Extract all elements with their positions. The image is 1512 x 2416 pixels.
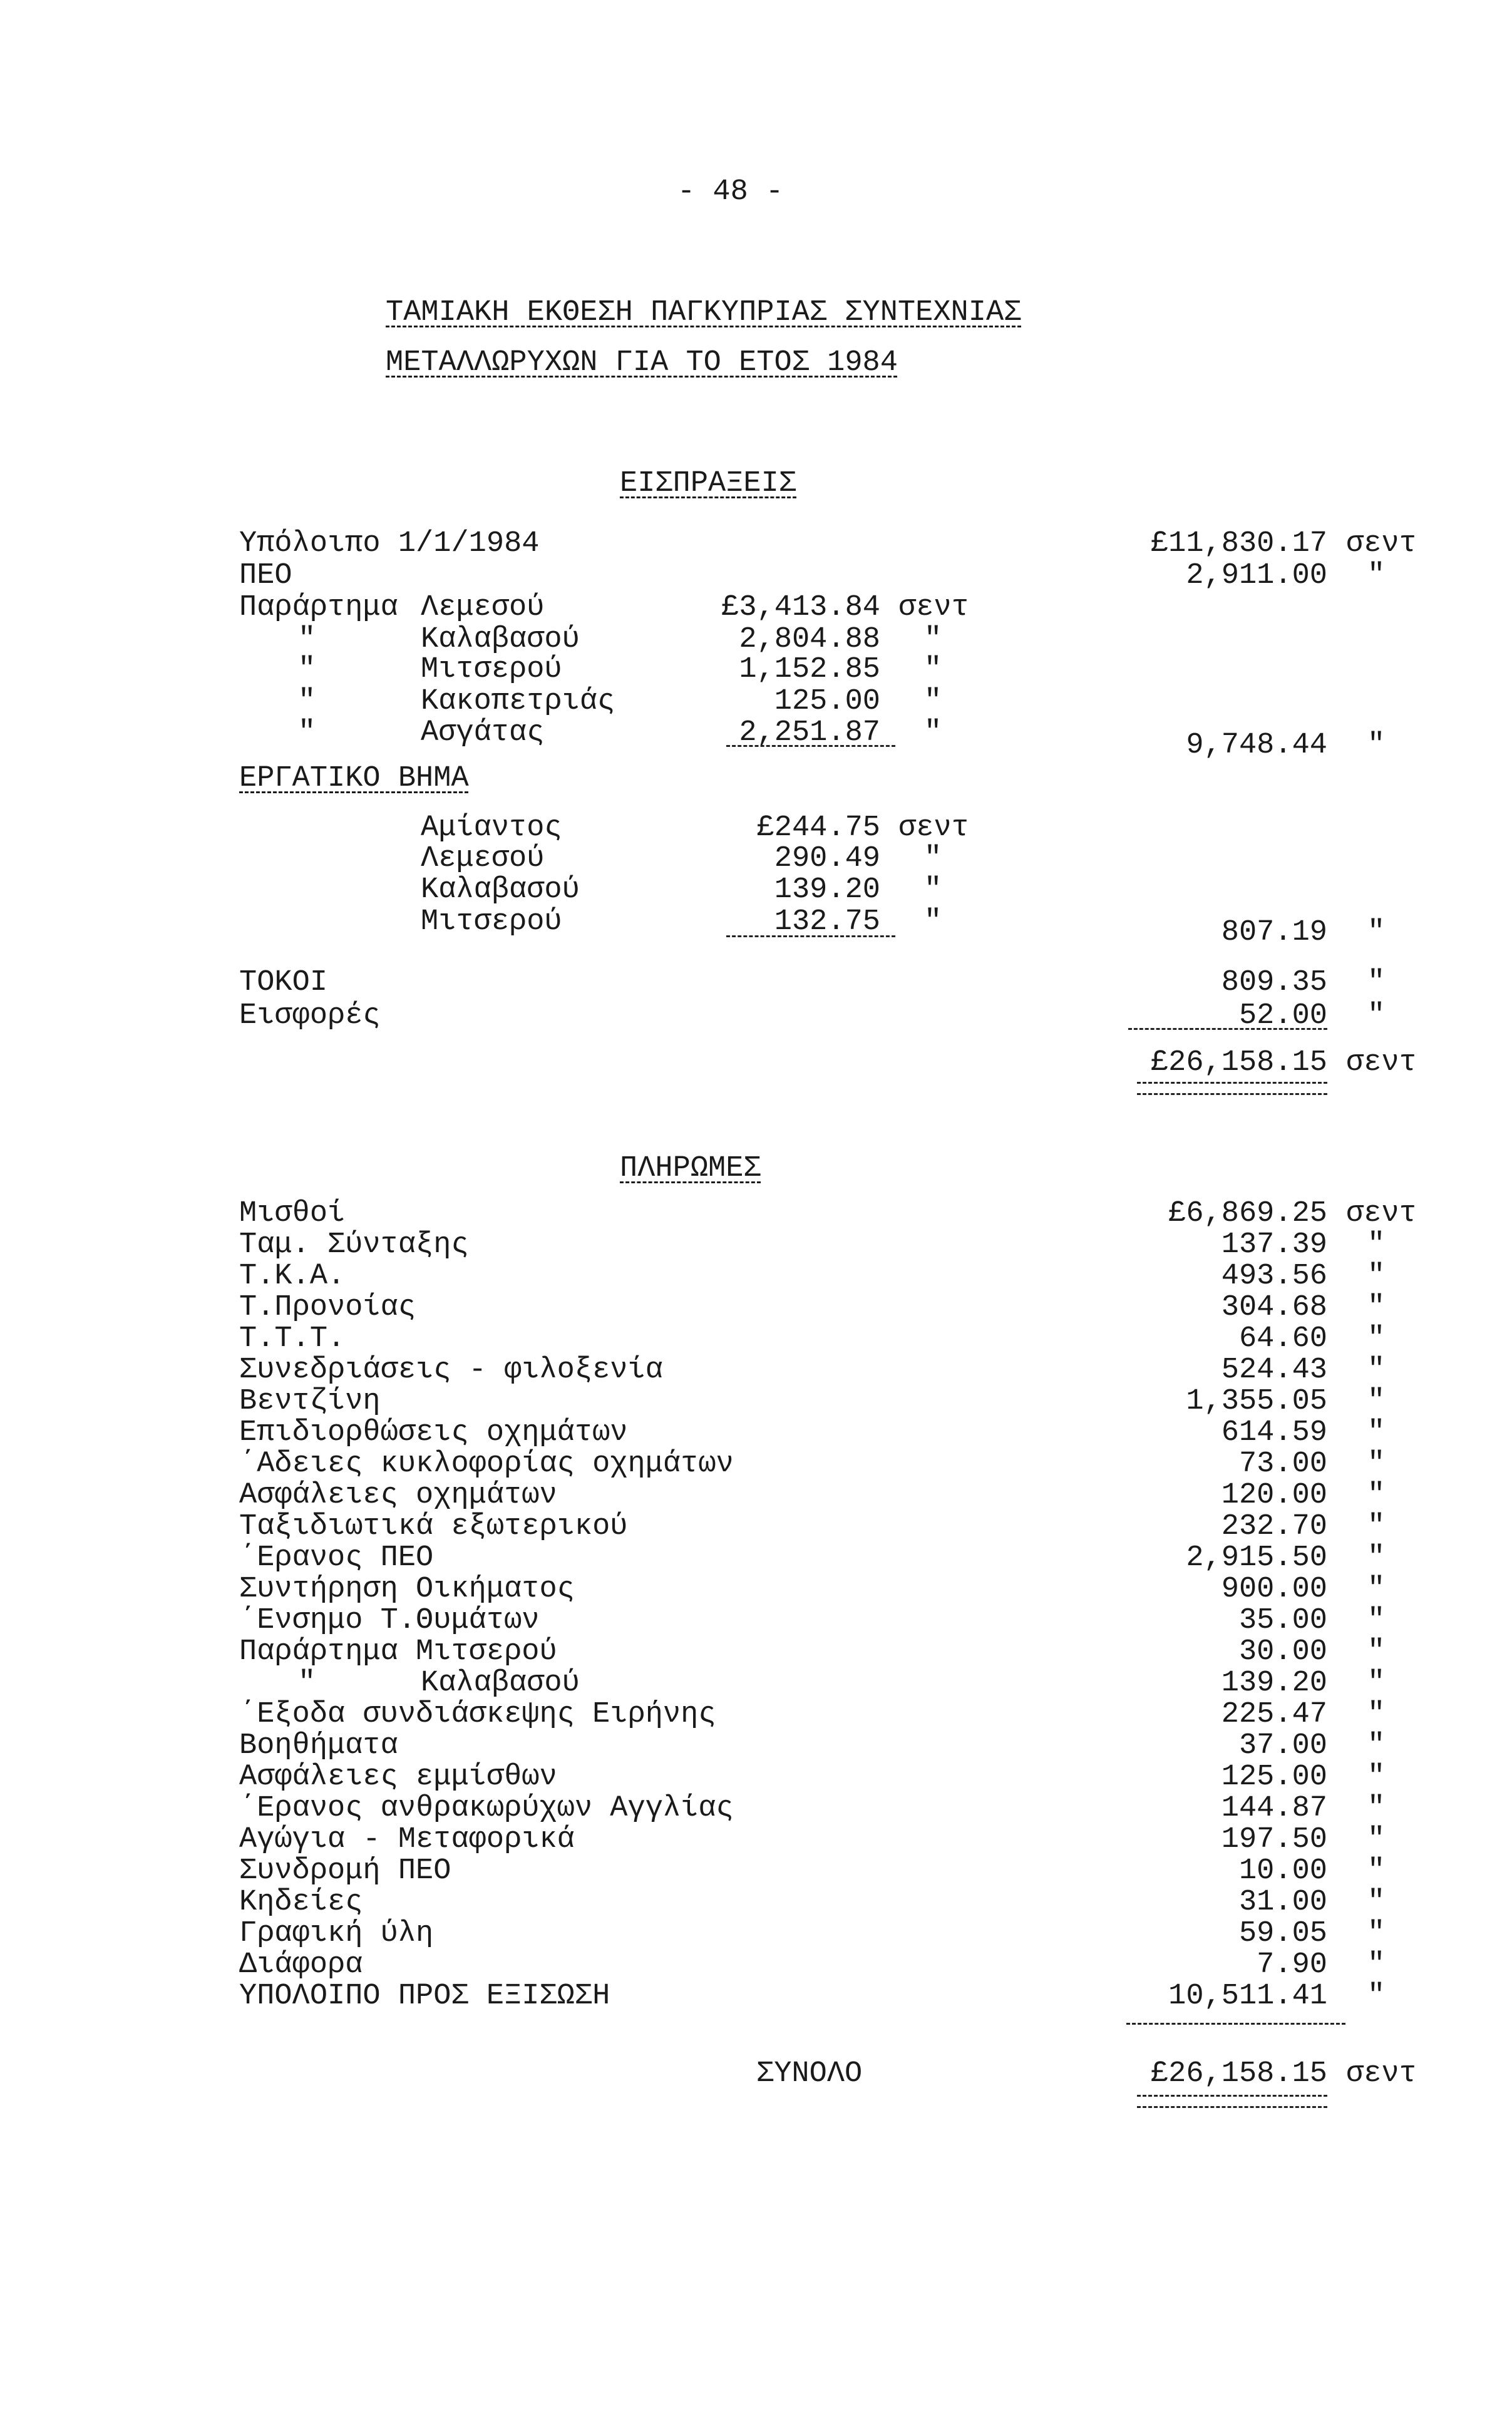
payment-amount: 144.87 [1221, 1792, 1327, 1825]
branch-unit: " [924, 653, 942, 686]
payment-label: Κηδείες [239, 1886, 363, 1919]
payment-unit: " [1367, 1917, 1386, 1950]
payment-amount: 125.00 [1221, 1761, 1327, 1794]
payment-label: Ταξιδιωτικά εξωτερικού [239, 1510, 628, 1543]
branch-name: Καλαβασού [421, 623, 580, 656]
payment-unit: " [1367, 1228, 1386, 1262]
payment-label: Βεντζίνη [239, 1385, 381, 1418]
payment-unit: " [1367, 1667, 1386, 1700]
payment-amount: 10,511.41 [1168, 1980, 1327, 2013]
branch-ditto-mark: " [298, 653, 316, 686]
contributions-underline [1128, 1028, 1327, 1030]
branch-unit: " [924, 716, 942, 749]
payment-label: ΄Ενσημο Τ.Θυμάτων [239, 1604, 540, 1637]
payment-row [0, 1543, 1512, 1574]
branches-total-unit: " [1367, 729, 1386, 762]
payment-amount: 900.00 [1221, 1573, 1327, 1606]
ergatiko-vima-amount: 290.49 [774, 842, 880, 875]
branch-unit: " [924, 623, 942, 656]
payment-amount: £6,869.25 [1168, 1197, 1327, 1230]
contributions-row [0, 1000, 1512, 1032]
payment-unit: " [1367, 1792, 1386, 1825]
payment-amount: 139.20 [1221, 1667, 1327, 1700]
payment-row [0, 1511, 1512, 1543]
payment-unit: " [1367, 1948, 1386, 1982]
payment-label: Ασφάλειες οχημάτων [239, 1479, 557, 1512]
payment-row [0, 1730, 1512, 1762]
payment-label: Τ.Κ.Α. [239, 1260, 346, 1293]
payment-amount: 7.90 [1257, 1948, 1327, 1982]
opening-balance-row [0, 528, 1512, 560]
ergatiko-vima-amount: 139.20 [774, 873, 880, 907]
payment-label: Τ.Τ.Τ. [239, 1322, 346, 1355]
branch-ditto-mark: " [298, 716, 316, 749]
payment-amount: 30.00 [1238, 1635, 1327, 1668]
ergatiko-vima-unit: " [924, 905, 942, 938]
payment-unit: " [1367, 1886, 1386, 1919]
branch-row [0, 592, 1512, 624]
ergatiko-vima-name: Αμίαντος [421, 811, 562, 845]
payment-unit: " [1367, 1635, 1386, 1668]
payment-row [0, 1950, 1512, 1981]
ergatiko-vima-row [0, 813, 1512, 844]
receipts-total-underline [1137, 1093, 1327, 1095]
report-title-line-1: ΤΑΜΙΑΚΗ ΕΚΘΕΣΗ ΠΑΓΚΥΠΡΙΑΣ ΣΥΝΤΕΧΝΙΑΣ [386, 296, 1022, 329]
payment-row [0, 1668, 1512, 1699]
payment-unit: " [1367, 1604, 1386, 1637]
payment-row [0, 1198, 1512, 1230]
payment-amount: 37.00 [1238, 1729, 1327, 1762]
branch-ditto-mark: " [298, 685, 316, 718]
payments-heading: ΠΛΗΡΩΜΕΣ [620, 1152, 761, 1185]
ergatiko-vima-row [0, 875, 1512, 906]
payment-unit: " [1367, 1510, 1386, 1543]
payment-amount: 225.47 [1221, 1698, 1327, 1731]
payment-label: Βοηθήματα [239, 1729, 398, 1762]
payment-label: Ασφάλειες εμμίσθων [239, 1761, 557, 1794]
payment-row [0, 1699, 1512, 1730]
branch-amount: 125.00 [774, 685, 880, 718]
branch-unit: σεντ [898, 591, 969, 624]
payment-label: ΄Ερανος ανθρακωρύχων Αγγλίας [239, 1792, 734, 1825]
branch-name: Λεμεσού [421, 591, 545, 624]
branch-ditto-mark: " [298, 623, 316, 656]
payment-row [0, 1449, 1512, 1480]
payment-label: Συνεδριάσεις - φιλοξενία [239, 1354, 663, 1387]
payment-row [0, 1793, 1512, 1824]
payment-row [0, 1230, 1512, 1261]
payment-amount: 493.56 [1221, 1260, 1327, 1293]
opening-balance-unit: σεντ [1346, 527, 1417, 560]
payment-unit: " [1367, 1385, 1386, 1418]
payment-amount: 1,355.05 [1186, 1385, 1327, 1418]
interest-unit: " [1367, 966, 1386, 999]
payment-amount: 304.68 [1221, 1291, 1327, 1324]
payments-total-underline [1137, 2106, 1327, 2108]
payments-total-amount: £26,158.15 [1150, 2057, 1327, 2090]
payment-amount: 35.00 [1238, 1604, 1327, 1637]
payment-amount: 120.00 [1221, 1479, 1327, 1512]
payment-amount: 10.00 [1238, 1854, 1327, 1888]
payment-unit: " [1367, 1291, 1386, 1324]
ergatiko-vima-name: Καλαβασού [421, 873, 580, 907]
payment-label: Συνδρομή ΠΕΟ [239, 1854, 451, 1888]
branch-amount: £3,413.84 [721, 591, 880, 624]
payment-row [0, 1918, 1512, 1950]
branch-amount: 1,152.85 [739, 653, 880, 686]
branch-amount: 2,251.87 [739, 716, 880, 749]
payment-label: ΥΠΟΛΟΙΠΟ ΠΡΟΣ ΕΞΙΣΩΣΗ [239, 1980, 610, 2013]
payments-total-row [0, 2059, 1512, 2090]
payment-label: Καλαβασού [421, 1667, 580, 1700]
ergatiko-vima-name: Λεμεσού [421, 842, 545, 875]
ergatiko-vima-total-unit: " [1367, 916, 1386, 949]
payment-ditto-mark: " [298, 1667, 316, 1700]
contributions-label: Εισφορές [239, 999, 381, 1032]
interest-row [0, 967, 1512, 999]
payment-unit: " [1367, 1354, 1386, 1387]
payment-row [0, 1637, 1512, 1668]
receipts-total-underline [1137, 1082, 1327, 1084]
payment-amount: 137.39 [1221, 1228, 1327, 1262]
branches-total-row [0, 730, 1512, 761]
payment-unit: " [1367, 1416, 1386, 1449]
payment-unit: " [1367, 1854, 1386, 1888]
ergatiko-vima-amount: 132.75 [774, 905, 880, 938]
payment-label: Γραφική ύλη [239, 1917, 434, 1950]
branch-name: Μιτσερού [421, 653, 562, 686]
peo-row [0, 560, 1512, 592]
page-number: - 48 - [677, 175, 784, 208]
payment-unit: " [1367, 1761, 1386, 1794]
ergatiko-vima-heading: ΕΡΓΑΤΙΚΟ ΒΗΜΑ [239, 762, 469, 795]
interest-label: ΤΟΚΟΙ [239, 966, 328, 999]
payment-amount: 524.43 [1221, 1354, 1327, 1387]
payment-row [0, 1324, 1512, 1355]
payment-unit: " [1367, 1980, 1386, 2013]
contributions-unit: " [1367, 999, 1386, 1032]
payment-amount: 31.00 [1238, 1886, 1327, 1919]
contributions-amount: 52.00 [1238, 999, 1327, 1032]
ergatiko-vima-amount: £244.75 [756, 811, 880, 845]
payment-amount: 232.70 [1221, 1510, 1327, 1543]
receipts-heading: ΕΙΣΠΡΑΞΕΙΣ [620, 467, 797, 500]
payment-label: ΄Αδειες κυκλοφορίας οχημάτων [239, 1447, 734, 1481]
branch-amount: 2,804.88 [739, 623, 880, 656]
peo-amount: 2,911.00 [1186, 559, 1327, 592]
payment-unit: " [1367, 1573, 1386, 1606]
payment-label: ΄Εξοδα συνδιάσκεψης Ειρήνης [239, 1698, 716, 1731]
payment-amount: 614.59 [1221, 1416, 1327, 1449]
ergatiko-vima-total-amount: 807.19 [1221, 916, 1327, 949]
payments-list [0, 1198, 1512, 2012]
payment-unit: " [1367, 1698, 1386, 1731]
payments-sum-rule [1126, 2023, 1345, 2025]
report-title-line-2: ΜΕΤΑΛΛΩΡΥΧΩΝ ΓΙΑ ΤΟ ΕΤΟΣ 1984 [386, 346, 898, 379]
receipts-total-unit: σεντ [1346, 1046, 1417, 1079]
payment-amount: 197.50 [1221, 1823, 1327, 1856]
payment-row [0, 1824, 1512, 1856]
branch-row [0, 686, 1512, 717]
payment-label: Διάφορα [239, 1948, 363, 1982]
payment-row [0, 1480, 1512, 1511]
peo-label: ΠΕΟ [239, 559, 292, 592]
payment-amount: 2,915.50 [1186, 1541, 1327, 1575]
payment-amount: 73.00 [1238, 1447, 1327, 1481]
opening-balance-label: Υπόλοιπο 1/1/1984 [239, 527, 540, 560]
receipts-total-amount: £26,158.15 [1150, 1046, 1327, 1079]
payment-row [0, 1292, 1512, 1324]
payment-row [0, 1574, 1512, 1605]
payment-unit: " [1367, 1823, 1386, 1856]
payment-label: Μισθοί [239, 1197, 346, 1230]
payment-unit: " [1367, 1322, 1386, 1355]
ergatiko-vima-unit: σεντ [898, 811, 969, 845]
payment-label: Αγώγια - Μεταφορικά [239, 1823, 575, 1856]
payment-unit: " [1367, 1729, 1386, 1762]
ergatiko-vima-row [0, 843, 1512, 875]
payment-label: ΄Ερανος ΠΕΟ [239, 1541, 434, 1575]
payment-row [0, 1856, 1512, 1887]
payments-total-unit: σεντ [1346, 2057, 1417, 2090]
branch-prefix: Παράρτημα [239, 591, 398, 624]
payment-unit: σεντ [1346, 1197, 1417, 1230]
payment-row [0, 1981, 1512, 2012]
payment-row [0, 1386, 1512, 1417]
payment-unit: " [1367, 1541, 1386, 1575]
ergatiko-vima-unit: " [924, 873, 942, 907]
branch-row [0, 624, 1512, 655]
payment-row [0, 1762, 1512, 1793]
payment-row [0, 1887, 1512, 1918]
peo-unit: " [1367, 559, 1386, 592]
branch-unit: " [924, 685, 942, 718]
receipts-total-row [0, 1047, 1512, 1079]
interest-amount: 809.35 [1221, 966, 1327, 999]
payment-unit: " [1367, 1479, 1386, 1512]
ergatiko-vima-total-row [0, 917, 1512, 948]
payment-amount: 59.05 [1238, 1917, 1327, 1950]
branch-name: Ασγάτας [421, 716, 545, 749]
payment-row [0, 1261, 1512, 1292]
payment-amount: 64.60 [1238, 1322, 1327, 1355]
payment-row [0, 1605, 1512, 1637]
payment-row [0, 1355, 1512, 1386]
payment-label: Συντήρηση Οικήματος [239, 1573, 575, 1606]
payment-row [0, 1417, 1512, 1449]
ergatiko-vima-unit: " [924, 842, 942, 875]
branches-total-amount: 9,748.44 [1186, 729, 1327, 762]
payment-label: Παράρτημα Μιτσερού [239, 1635, 557, 1668]
payment-label: Τ.Προνοίας [239, 1291, 416, 1324]
payments-total-label: ΣΥΝΟΛΟ [756, 2057, 863, 2090]
payment-unit: " [1367, 1447, 1386, 1481]
payment-unit: " [1367, 1260, 1386, 1293]
opening-balance-amount: £11,830.17 [1150, 527, 1327, 560]
payments-total-underline [1137, 2095, 1327, 2097]
ergatiko-vima-name: Μιτσερού [421, 905, 562, 938]
branch-name: Κακοπετριάς [421, 685, 615, 718]
branch-row [0, 654, 1512, 686]
payment-label: Ταμ. Σύνταξης [239, 1228, 469, 1262]
payment-label: Επιδιορθώσεις οχημάτων [239, 1416, 628, 1449]
